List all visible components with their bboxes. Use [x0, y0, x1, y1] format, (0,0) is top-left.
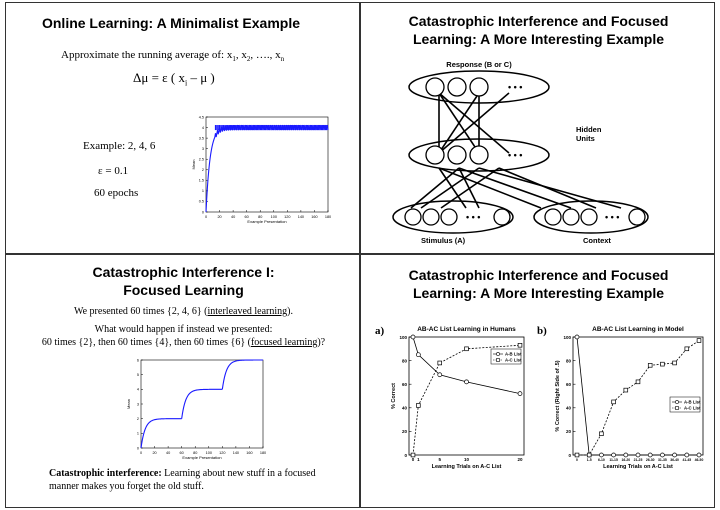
- x-tick-label: 160: [311, 215, 318, 219]
- oscillation-mark: [289, 125, 290, 130]
- oscillation-mark: [215, 125, 216, 130]
- x-tick-label: 1: [417, 457, 420, 462]
- stimulus-unit-last: [494, 209, 510, 225]
- slide-title: Online Learning: A Minimalist Example: [41, 15, 300, 31]
- legend-label: A-C List: [684, 405, 701, 411]
- oscillation-mark: [326, 125, 327, 130]
- caption-bold: Catastrophic interference:: [49, 468, 162, 479]
- oscillation-mark: [291, 125, 292, 130]
- plot-frame: [141, 360, 263, 448]
- oscillation-mark: [245, 125, 246, 130]
- ab-point: [465, 380, 469, 384]
- sub-n: n: [280, 55, 285, 64]
- oscillation-mark: [239, 125, 240, 130]
- y-tick-label: 1.5: [198, 178, 204, 183]
- oscillation-mark: [261, 125, 262, 130]
- y-tick-label: 0.5: [198, 199, 204, 204]
- x-tick-label: 160: [246, 451, 253, 455]
- oscillation-mark: [266, 125, 267, 130]
- x-tick-label: 21-25: [633, 458, 643, 462]
- interleaved-term: interleaved learning: [207, 306, 288, 317]
- y-tick-label: 1: [136, 431, 139, 436]
- oscillation-mark: [268, 125, 269, 130]
- y-tick-label: 100: [563, 334, 571, 340]
- oscillation-mark: [218, 125, 219, 130]
- oscillation-mark: [283, 125, 284, 130]
- hidden-dots: • • •: [508, 150, 523, 160]
- stimulus-units: [405, 209, 457, 225]
- ac-point: [648, 363, 652, 367]
- x-axis-label: Example Presentation: [247, 219, 287, 224]
- ab-point: [612, 453, 616, 457]
- oscillation-mark: [321, 125, 322, 130]
- panel-a-letter: a): [375, 325, 385, 337]
- ab-point: [416, 353, 420, 357]
- oscillation-mark: [315, 125, 316, 130]
- network-diagram: [361, 3, 716, 255]
- sub-2: 2: [246, 55, 251, 64]
- x-tick-label: 41-45: [682, 458, 692, 462]
- ab-point: [624, 453, 628, 457]
- slide-title-line1: Catastrophic Interference I:: [92, 264, 275, 280]
- y-tick-label: 3: [201, 146, 204, 151]
- y-tick-label: 0: [136, 446, 139, 451]
- ab-point: [411, 335, 415, 339]
- slide-catastrophic-interference: [5, 254, 360, 508]
- oscillation-mark: [273, 125, 274, 130]
- x-tick-label: 16-20: [621, 458, 631, 462]
- oscillation-mark: [312, 125, 313, 130]
- oscillation-mark: [237, 125, 238, 130]
- oscillation-mark: [287, 125, 288, 130]
- x-axis-label: Example Presentation: [182, 455, 222, 460]
- oscillation-mark: [253, 125, 254, 130]
- y-tick-label: 20: [565, 429, 571, 435]
- ab-point: [673, 453, 677, 457]
- response-units: [426, 78, 488, 96]
- oscillation-mark: [226, 125, 227, 130]
- x-axis-label: Learning Trials on A-C List: [431, 464, 502, 470]
- oscillation-mark: [284, 125, 285, 130]
- oscillation-mark: [323, 125, 324, 130]
- x-tick-label: 60: [179, 451, 184, 455]
- oscillation-mark: [254, 125, 255, 130]
- ac-point: [438, 361, 442, 365]
- legend-marker: [676, 407, 679, 410]
- interleaved-tail: ).: [287, 306, 294, 317]
- x-tick-label: 140: [297, 215, 305, 219]
- oscillation-mark: [302, 125, 303, 130]
- oscillation-mark: [258, 125, 259, 130]
- formula-sub: i: [184, 78, 188, 88]
- panel-title: AB-AC List Learning in Model: [592, 326, 684, 333]
- x-tick-label: 180: [259, 451, 267, 455]
- oscillation-mark: [277, 125, 278, 130]
- oscillation-mark: [238, 125, 239, 130]
- oscillation-mark: [222, 125, 223, 130]
- oscillation-mark: [279, 125, 280, 130]
- y-axis-label: Mean: [126, 398, 131, 410]
- x-tick-label: 46-50: [694, 458, 704, 462]
- y-tick-label: 100: [399, 334, 407, 340]
- x-tick-label: 5: [438, 457, 442, 462]
- stimulus-label: Stimulus (A): [421, 236, 466, 245]
- slide-network-diagram: [360, 2, 715, 254]
- oscillation-mark: [262, 125, 263, 130]
- model-chart: [551, 323, 711, 483]
- oscillation-mark: [233, 125, 234, 130]
- interleaved-lead: We presented 60 times {2, 4, 6} (: [73, 306, 208, 317]
- hidden-units: [426, 146, 488, 164]
- oscillation-mark: [224, 125, 225, 130]
- ab-point: [575, 335, 579, 339]
- x-tick-label: 20: [217, 215, 222, 219]
- oscillation-mark: [230, 125, 231, 130]
- oscillation-mark: [314, 125, 315, 130]
- x-tick-label: 180: [324, 215, 332, 219]
- y-axis-label: % Correct (Right Side of .5): [555, 360, 561, 432]
- context-unit-last: [629, 209, 645, 225]
- ac-point: [518, 343, 522, 347]
- x-tick-label: 20: [152, 451, 157, 455]
- running-average-chart: [186, 113, 336, 228]
- ac-point: [661, 362, 665, 366]
- slide-title-line2: Focused Learning: [123, 282, 244, 298]
- slide-title-line2: Learning: A More Interesting Example: [412, 31, 664, 47]
- legend-label: A-B List: [684, 399, 701, 405]
- context-label: Context: [583, 236, 611, 245]
- y-tick-label: 2: [201, 168, 204, 173]
- sub-1: 1: [232, 55, 236, 64]
- x-tick-label: 1-5: [586, 458, 592, 462]
- hidden-label-line2: Units: [576, 134, 595, 143]
- x-tick-label: 0: [204, 215, 208, 219]
- x-tick-label: 26-30: [645, 458, 655, 462]
- x-axis-label: Learning Trials on A-C List: [603, 464, 673, 470]
- y-tick-label: 4: [136, 387, 139, 392]
- context-dots: • • •: [605, 212, 620, 222]
- ac-point: [673, 361, 677, 365]
- oscillation-mark: [280, 125, 281, 130]
- oscillation-mark: [241, 125, 242, 130]
- oscillation-mark: [231, 125, 232, 130]
- x-tick-label: 31-35: [658, 458, 667, 462]
- oscillation-mark: [308, 125, 309, 130]
- focused-text: [6, 336, 361, 350]
- oscillation-mark: [288, 125, 289, 130]
- oscillation-mark: [264, 125, 265, 130]
- oscillation-mark: [281, 125, 282, 130]
- context-units: [545, 209, 597, 225]
- y-tick-label: 1: [201, 189, 204, 194]
- question-text: What would happen if instead we presented:: [94, 324, 273, 335]
- oscillation-mark: [322, 125, 323, 130]
- oscillation-mark: [296, 125, 297, 130]
- plot-frame: [206, 117, 328, 212]
- focused-term: focused learning: [250, 337, 318, 348]
- ac-point: [624, 388, 628, 392]
- panel-b-letter: b): [537, 325, 547, 337]
- oscillation-mark: [276, 125, 277, 130]
- caption: [49, 467, 339, 493]
- oscillation-mark: [257, 125, 258, 130]
- legend-label: A-B List: [505, 351, 522, 357]
- ab-point: [599, 453, 603, 457]
- slide-online-learning: [5, 2, 360, 254]
- x-tick-label: 10: [463, 457, 470, 462]
- y-tick-label: 40: [401, 405, 407, 411]
- oscillation-mark: [317, 125, 318, 130]
- oscillation-mark: [249, 125, 250, 130]
- x-tick-label: 20: [517, 457, 523, 462]
- example-values: Example: 2, 4, 6: [83, 140, 156, 152]
- x-tick-label: 0: [576, 458, 578, 462]
- x-tick-label: 80: [258, 215, 263, 219]
- y-tick-label: 60: [401, 382, 407, 387]
- legend-marker: [497, 359, 500, 362]
- legend-label: A-C List: [505, 357, 522, 363]
- x-tick-label: 140: [232, 451, 240, 455]
- oscillation-mark: [247, 125, 248, 130]
- ac-point: [416, 404, 420, 408]
- ab-point: [438, 373, 442, 377]
- slide-title-line2: Learning: A More Interesting Example: [412, 285, 664, 301]
- legend-marker: [496, 352, 499, 355]
- formula-right: – μ ): [187, 70, 215, 85]
- oscillation-mark: [223, 125, 224, 130]
- x-tick-label: 0: [139, 451, 143, 455]
- ab-point: [636, 453, 640, 457]
- sep-2: , …., x: [250, 49, 281, 61]
- stimulus-dots: • • •: [466, 212, 481, 222]
- x-tick-label: 80: [193, 451, 198, 455]
- oscillation-mark: [307, 125, 308, 130]
- formula-left: Δμ = ε ( x: [133, 70, 185, 85]
- y-tick-label: 0: [404, 452, 407, 458]
- oscillation-mark: [310, 125, 311, 130]
- y-tick-label: 3: [136, 402, 139, 407]
- slide-ab-ac-charts: [360, 254, 715, 508]
- oscillation-mark: [216, 125, 217, 130]
- focused-learning-chart: [121, 356, 271, 468]
- sep-1: , x: [235, 49, 247, 61]
- oscillation-mark: [260, 125, 261, 130]
- ab-point: [685, 453, 689, 457]
- ac-point: [612, 400, 616, 404]
- oscillation-mark: [219, 125, 220, 130]
- focused-lead: 60 times {2}, then 60 times {4}, then 60 times {6} (: [41, 337, 251, 348]
- oscillation-mark: [294, 125, 295, 130]
- y-tick-label: 0: [568, 452, 571, 458]
- x-tick-label: 100: [205, 451, 212, 455]
- oscillation-mark: [228, 125, 229, 130]
- x-tick-label: 120: [219, 451, 226, 455]
- x-tick-label: 60: [244, 215, 249, 219]
- ab-point: [648, 453, 652, 457]
- humans-chart: [389, 323, 539, 483]
- oscillation-mark: [300, 125, 301, 130]
- oscillation-mark: [292, 125, 293, 130]
- oscillation-mark: [234, 125, 235, 130]
- y-tick-label: 4: [201, 125, 204, 130]
- y-tick-label: 2.5: [198, 157, 204, 162]
- x-tick-label: 40: [165, 451, 171, 455]
- y-tick-label: 5: [136, 372, 139, 377]
- oscillation-mark: [299, 125, 300, 130]
- y-tick-label: 2: [136, 416, 139, 421]
- x-tick-label: 36-40: [670, 458, 679, 462]
- oscillation-mark: [220, 125, 221, 130]
- y-tick-label: 4.5: [198, 115, 204, 120]
- oscillation-mark: [250, 125, 251, 130]
- oscillation-mark: [227, 125, 228, 130]
- panel-title: AB-AC List Learning in Humans: [417, 326, 516, 333]
- oscillation-mark: [270, 125, 271, 130]
- oscillation-mark: [285, 125, 286, 130]
- oscillation-mark: [304, 125, 305, 130]
- oscillation-mark: [272, 125, 273, 130]
- oscillation-mark: [242, 125, 243, 130]
- y-tick-label: 0: [201, 210, 204, 215]
- x-tick-label: 100: [270, 215, 277, 219]
- oscillation-mark: [319, 125, 320, 130]
- approx-label: Approximate the running average of: x: [61, 49, 233, 61]
- y-tick-label: 80: [565, 358, 571, 364]
- ac-point: [636, 380, 640, 384]
- legend-marker: [675, 400, 678, 403]
- ab-point: [660, 453, 664, 457]
- oscillation-mark: [256, 125, 257, 130]
- oscillation-mark: [306, 125, 307, 130]
- oscillation-mark: [303, 125, 304, 130]
- ac-point: [575, 453, 579, 457]
- y-axis-label: Mean: [191, 159, 196, 170]
- hidden-label-line1: Hidden: [576, 125, 602, 134]
- caption-text: Learning about new stuff in a focused manner makes you forget the old stuff.: [49, 468, 316, 492]
- oscillation-mark: [325, 125, 326, 130]
- epochs-value: 60 epochs: [94, 187, 139, 199]
- interleaved-text: [6, 305, 361, 319]
- update-formula: [133, 70, 215, 88]
- approx-text: [61, 48, 361, 66]
- x-tick-label: 120: [284, 215, 291, 219]
- y-tick-label: 20: [401, 429, 407, 435]
- oscillation-mark: [298, 125, 299, 130]
- oscillation-mark: [235, 125, 236, 130]
- ac-point: [587, 453, 591, 457]
- oscillation-mark: [311, 125, 312, 130]
- slide-title-line1: Catastrophic Interference and Focused: [408, 267, 669, 283]
- oscillation-mark: [275, 125, 276, 130]
- ac-point: [697, 339, 701, 343]
- oscillation-mark: [318, 125, 319, 130]
- x-tick-label: 11-15: [609, 458, 618, 462]
- y-tick-label: 40: [565, 405, 571, 411]
- oscillation-mark: [265, 125, 266, 130]
- oscillation-mark: [246, 125, 247, 130]
- focused-tail: )?: [317, 337, 326, 348]
- x-tick-label: 6-10: [598, 458, 605, 462]
- ac-point: [411, 453, 415, 457]
- oscillation-mark: [243, 125, 244, 130]
- oscillation-mark: [295, 125, 296, 130]
- ac-point: [685, 347, 689, 351]
- y-tick-label: 60: [565, 382, 571, 387]
- y-tick-label: 6: [136, 358, 139, 363]
- epsilon-value: ε = 0.1: [98, 165, 129, 177]
- response-dots: • • •: [508, 82, 523, 92]
- ab-point: [518, 392, 522, 396]
- x-tick-label: 40: [230, 215, 236, 219]
- ac-point: [465, 347, 469, 351]
- y-tick-label: 80: [401, 358, 407, 364]
- slide-title-line1: Catastrophic Interference and Focused: [408, 13, 669, 29]
- ac-point: [600, 432, 604, 436]
- ab-point: [697, 453, 701, 457]
- x-tick-label: 0: [411, 457, 415, 462]
- y-tick-label: 3.5: [198, 136, 204, 141]
- oscillation-mark: [269, 125, 270, 130]
- response-label: Response (B or C): [446, 60, 512, 69]
- oscillation-mark: [251, 125, 252, 130]
- plot-frame: [573, 337, 703, 455]
- y-axis-label: % Correct: [391, 383, 397, 409]
